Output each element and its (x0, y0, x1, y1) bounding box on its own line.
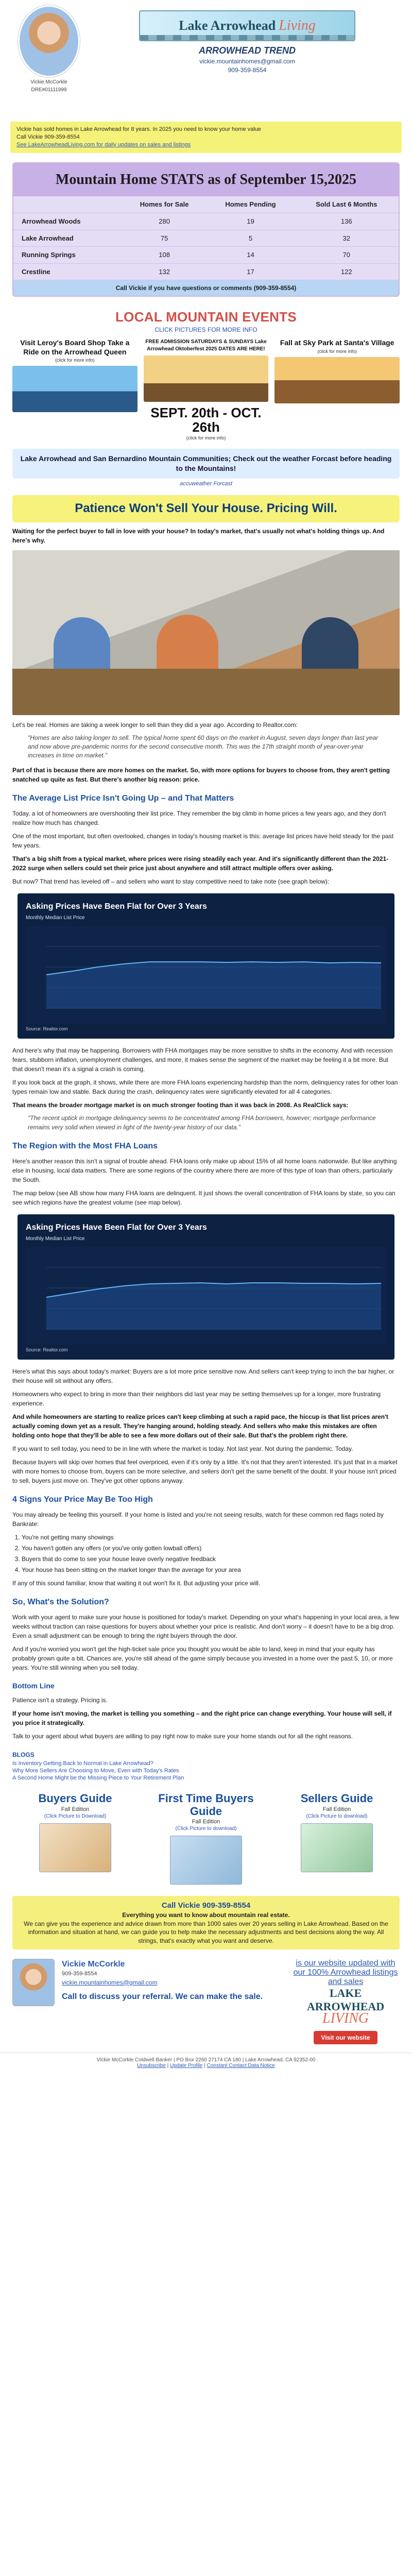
event-title: Visit Leroy's Board Shop Take a Ride on the Arrowhead Queen (20, 338, 130, 356)
red-flags-list (22, 1533, 400, 1574)
event-sub: (click for more info) (55, 358, 95, 363)
stats-for-sale: 75 (122, 230, 207, 247)
article-paragraph: Let's be real. Homes are taking a week longer to sell than they did a year ago. According to Realtor.com: (12, 721, 298, 728)
agent-dre: DRE#01111999 (31, 87, 67, 93)
guide-sub: Fall Edition (61, 1806, 90, 1812)
guide-click: (Click Picture to download) (175, 1825, 237, 1832)
guide-first-time[interactable] (143, 1792, 269, 1884)
guides-section (12, 1792, 400, 1884)
article-paragraph: If any of this sound familiar, know that waiting it out won't fix it. But adjusting your price will. (12, 1580, 261, 1587)
article (12, 527, 400, 1741)
event-sub: (click for more info) (186, 435, 226, 440)
article-heading: 4 Signs Your Price May Be Too High (12, 1495, 153, 1504)
guide-image[interactable] (170, 1836, 242, 1885)
table-row (13, 247, 399, 264)
event-image[interactable] (274, 357, 400, 403)
guide-click: (Click Picture to Download) (44, 1813, 107, 1819)
hero-table (12, 669, 400, 715)
guide-click: (Click Picture to download) (306, 1813, 368, 1819)
list-item: 2. You haven't gotten any offers (or you've only gotten lowball offers) (22, 1544, 400, 1553)
event-title: FREE ADMISSION SATURDAYS & SUNDAYS Lake Arrowhead Oktoberfest 2025 DATES ARE HERE! (145, 339, 267, 352)
weather-link[interactable]: accuweather Forcast (179, 480, 233, 487)
notice-line2: Call Vickie 909-359-8554 (16, 133, 80, 140)
agent-photo (18, 5, 80, 77)
blogs-section (12, 1751, 400, 1781)
header-phone[interactable]: 909-359-8554 (228, 66, 267, 74)
guide-title: Sellers Guide (300, 1792, 373, 1805)
logo-lake-text: Lake Arrowhead (179, 18, 276, 33)
article-paragraph: Work with your agent to make sure your house is positioned for today's market. Depending on your what's happening in your local area, a few weeks without traction can raise questions for buyers about whether your price is realistic. And don't worry – it doesn't have to be a big drop. Even a small adjustment can be enough to bring the right buyers through the door. (12, 1614, 399, 1640)
stats-area: Lake Arrowhead (13, 230, 122, 247)
article-paragraph: And here's why that may be happening. Borrowers with FHA mortgages may be more sensitive to shifts in the economy. And with recession fears, stubborn inflation, unemployment challenges, and more, it makes sense the segment of the market may be feeling it a bit more. But that doesn't mean it's a signal a crash is coming. (12, 1047, 393, 1073)
guide-buyers[interactable] (12, 1792, 138, 1884)
stats-pending: 19 (207, 213, 294, 230)
guide-sellers[interactable] (274, 1792, 400, 1884)
signoff-logo-lake: LAKE ARROWHEAD (306, 1987, 385, 2013)
blogs-list (12, 1760, 400, 1781)
blog-link[interactable]: A Second Home Might be the Missing Piece to Your Retirement Plan (12, 1775, 184, 1782)
events-subtitle: CLICK PICTURES FOR MORE INFO (154, 326, 258, 334)
stats-header: Homes Pending (207, 196, 294, 213)
event-card-sky-park[interactable] (274, 338, 400, 440)
chart-area-series (46, 962, 381, 1008)
stats-header (13, 196, 122, 213)
footer-call-box (12, 1896, 400, 1950)
chart-note: Source: Realtor.com (26, 1347, 68, 1352)
update-profile-link[interactable]: Update Profile (169, 2063, 203, 2069)
notice-line1: Vickie has sold homes in Lake Arrowhead for 8 years. In 2025 you need to know your home value (16, 126, 261, 132)
stats-cta[interactable]: Call Vickie if you have questions or comments (909-359-8554) (13, 280, 399, 296)
article-paragraph: One of the most important, but often overlooked, changes in today's housing market is this: average list prices have held steady for the past few years. (12, 832, 394, 849)
stats-sold: 136 (295, 213, 399, 230)
header-email-link[interactable]: vickie.mountainhomes@gmail.com (199, 58, 295, 65)
article-intro: Waiting for the perfect buyer to fall in love with your house? In today's market, that's usually not what's holding things up. And here's why. (12, 527, 385, 544)
article-paragraph: Today, a lot of homeowners are overshooting their list price. They remember the big climb in home prices a few years ago, and they don't realize how much has changed. (12, 809, 386, 826)
guide-image[interactable] (301, 1823, 373, 1872)
unsubscribe-link[interactable]: Unsubscribe (137, 2063, 166, 2069)
notice-site-link[interactable]: See LakeArrowheadLiving.com for daily updates on sales and listings (16, 141, 191, 148)
signoff-logo-living: LIVING (322, 2010, 369, 2027)
article-heading: The Average List Price Isn't Going Up – and That Matters (12, 793, 234, 803)
article-paragraph: And while homeowners are starting to realize prices can't keep climbing at such a rapid pace, the hiccup is that list prices aren't actually coming down yet as a result. They're hanging around, holding steady. And sellers who make this mistakes are often holding onto hope that they'll be able to see a few more dollars out of their sale. But that's the problem right there. (12, 1413, 388, 1439)
article-paragraph: And if you're worried you won't get the high-ticket sale price you thought you would be able to land, keep in mind that your equity has probably grown quite a bit. Chances are, you're still ahead of the game simply because you invested in a home over the past 5, 10, or more years. You're still winning when you sell today. (12, 1646, 393, 1672)
legal-footer (0, 2053, 412, 2073)
event-title: Fall at Sky Park at Santa's Village (280, 338, 394, 347)
event-date: SEPT. 20th - OCT. 26th (150, 405, 262, 435)
signoff-website-text[interactable]: is our website updated with our 100% Arrowhead listings and sales (293, 1959, 398, 1987)
signoff-photo (12, 1959, 55, 2006)
stats-sold: 70 (295, 247, 399, 264)
legal-address: Vickie McCorkle Coldwell Banker | PO Box 2260 27174 CA 180 | Lake Arrowhead, CA 92352-00 (96, 2057, 316, 2063)
article-paragraph: That means the broader mortgage market is on much stronger footing than it was back in 2008. As RealClick says: (12, 1101, 349, 1109)
stats-for-sale: 108 (122, 247, 207, 264)
article-paragraph: The map below (see AB show how many FHA loans are delinquent. It just shows the overall concentration of FHA loans by state, so you can see which regions have the greatest volume (see map below). (12, 1189, 396, 1206)
logo-wave (140, 35, 354, 40)
signoff-branding (291, 1959, 400, 2044)
list-item: 4. Your house has been sitting on the market longer than the average for your area (22, 1565, 400, 1574)
chart-graphic-2 (26, 1247, 386, 1345)
article-heading: Bottom Line (12, 1682, 55, 1690)
chart-note: Source: Realtor.com (26, 1026, 68, 1031)
signoff-cta: Call to discuss your referral. We can make the sale. (62, 1992, 263, 2001)
brand (88, 5, 402, 74)
article-paragraph: Patience isn't a strategy. Pricing is. (12, 1697, 108, 1704)
chart-card-1 (18, 893, 394, 1039)
article-paragraph: Here's another reason this isn't a signal of trouble ahead. FHA loans only make up about 15% of all home loans nationwide. But like anything else in housing, local data matters. There are some regions of the country where there are more of this type of loan than others, particularly the South. (12, 1157, 397, 1183)
notice-banner (10, 122, 402, 153)
agent-name: Vickie McCorkle (30, 79, 67, 85)
event-card-boardshop[interactable] (12, 338, 138, 440)
stats-section (12, 162, 400, 297)
article-heading: So, What's the Solution? (12, 1598, 109, 1607)
header (0, 0, 412, 118)
guide-image[interactable] (39, 1823, 111, 1872)
table-row (13, 213, 399, 230)
stats-header: Sold Last 6 Months (295, 196, 399, 213)
guide-title: Buyers Guide (38, 1792, 112, 1805)
stats-area: Crestline (13, 263, 122, 280)
article-quote: "Homes are also taking longer to sell. The typical home spent 60 days on the market in August, seven days longer than last year and now above pre-pandemic norms for the second consecutive month. This was the 17th straight month of year-over-year increases in time on market." (28, 734, 379, 759)
blog-link[interactable]: Is Inventory Getting Back to Normal in Lake Arrowhead? (12, 1760, 153, 1767)
stats-table (13, 196, 399, 281)
data-notice-link[interactable]: Constant Contact Data Notice (207, 2063, 275, 2069)
footer-line: We can give you the experience and advice drawn from more than 1000 sales over 20 years selling in Lake Arrowhead. Based on the information and situation at hand, we can guide you to help make the necessary adjustments and best decisions along the way. All strings, that's exactly what you want and deserve. (24, 1920, 388, 1945)
article-hero-image (12, 550, 400, 715)
chart-card-2 (18, 1214, 394, 1360)
article-quote: "The recent uptick in mortgage delinquency seems to be concentrated among FHA borrowers, however; mortgage performance remains very solid when viewed in light of the twenty-year history of our data." (28, 1114, 376, 1131)
events-grid (12, 338, 400, 440)
signoff-email[interactable]: vickie.mountainhomes@gmail.com (62, 1978, 158, 1986)
chart-subtitle: Monthly Median List Price (26, 1235, 85, 1242)
weather-banner: Lake Arrowhead and San Bernardino Mountain Communities; Check out the weather Forcast before heading to the Mountains! (12, 449, 400, 479)
chart-graphic-1 (26, 926, 386, 1024)
event-sub: (click for more info) (317, 348, 357, 354)
chart-subtitle: Monthly Median List Price (26, 914, 85, 921)
agent-card (10, 5, 88, 93)
list-item: 3. Buyers that do come to see your house leave overly negative feedback (22, 1554, 400, 1564)
stats-pending: 14 (207, 247, 294, 264)
event-image[interactable] (12, 366, 138, 412)
events-section (12, 309, 400, 486)
signoff-phone[interactable]: 909-359-8554 (62, 1971, 97, 1977)
stats-sold: 32 (295, 230, 399, 247)
chart-title: Asking Prices Have Been Flat for Over 3 Years (26, 1223, 207, 1232)
footer-bold-line: Everything you want to know about mountain real estate. (122, 1911, 290, 1919)
stats-header: Homes for Sale (122, 196, 207, 213)
article-paragraph: But now? That trend has leveled off – and sellers who want to stay competitive need to take note (see graph below): (12, 877, 330, 885)
stats-sold: 122 (295, 263, 399, 280)
table-row (13, 230, 399, 247)
stats-pending: 17 (207, 263, 294, 280)
stats-area: Running Springs (13, 247, 122, 264)
article-paragraph: That's a big shift from a typical market, where prices were rising steadily each year. And it's significantly different than the 2021-2022 surge when sellers could set their price just about anywhere and still attract multiple offers over asking. (12, 855, 389, 872)
footer-phone[interactable]: Call Vickie 909-359-8554 (161, 1901, 251, 1910)
stats-area: Arrowhead Woods (13, 213, 122, 230)
stats-title: Mountain Home STATS as of September 15,2025 (13, 163, 399, 196)
article-banner: Patience Won't Sell Your House. Pricing Will. (12, 495, 400, 522)
article-paragraph: Because buyers will skip over homes that feel overpriced, even if it's only by a little. It's not that they aren't interested. It's just that in a market with more homes to choose from, buyers can be more selective, and sellers don't get the same benefit of the doubt. If your house isn't priced to sell, buyers just move on. They've got other options anyway. (12, 1459, 398, 1485)
signoff-text (62, 1959, 284, 2003)
article-paragraph: Here's what this says about today's market: Buyers are a lot more price sensitive now. And sellers can't keep trying to inch the bar higher, or their house will sit without any offers. (12, 1368, 394, 1385)
article-paragraph: Homeowners who expect to bring in more than their neighbors did last year may be setting themselves up for a longer, more frustrating experience. (12, 1391, 381, 1408)
trend-title: ARROWHEAD TREND (199, 45, 296, 56)
article-heading: The Region with the Most FHA Loans (12, 1141, 158, 1150)
event-image[interactable] (144, 355, 269, 402)
event-card-oktoberfest[interactable] (144, 338, 269, 440)
logo-living-text: Living (279, 18, 316, 33)
guide-title: First Time Buyers Guide (158, 1792, 254, 1818)
guide-sub: Fall Edition (192, 1818, 220, 1825)
article-paragraph: Part of that is because there are more homes on the market. So, with more options for buyers to choose from, they aren't getting snatched up quite as fast. But there's another big reason: price. (12, 766, 390, 783)
list-item: 1. You're not getting many showings (22, 1533, 400, 1542)
article-paragraph: If you look back at the graph, it shows, while there are more FHA loans experiencing hardship than the norm, delinquency rates for other loan types remain low and stable. Back during the crash, delinquency rates were significantly elevated for all 4 categories. (12, 1079, 398, 1096)
table-row (13, 263, 399, 280)
guide-sub: Fall Edition (322, 1806, 351, 1812)
chart-title: Asking Prices Have Been Flat for Over 3 Years (26, 902, 207, 911)
signoff-name: Vickie McCorkle (62, 1960, 125, 1969)
article-paragraph: If you want to sell today, you need to be in line with where the market is today. Not last year. Not during the pandemic. Today. (12, 1445, 353, 1453)
stats-pending: 5 (207, 230, 294, 247)
stats-for-sale: 132 (122, 263, 207, 280)
signoff (12, 1959, 400, 2044)
article-paragraph: If your home isn't moving, the market is telling you something – and the right price can change everything. Your house will sell, if you price it strategically. (12, 1710, 392, 1727)
lake-arrowhead-living-logo[interactable] (139, 10, 355, 41)
blogs-title: BLOGS (12, 1751, 35, 1759)
stats-for-sale: 280 (122, 213, 207, 230)
events-title: LOCAL MOUNTAIN EVENTS (115, 309, 297, 325)
article-paragraph: Talk to your agent about what buyers are willing to pay right now to make sure your home stands out for all the right reasons. (12, 1733, 353, 1740)
chart-area-series (46, 1283, 381, 1329)
blog-link[interactable]: Why More Sellers Are Choosing to Move, Even with Today's Rates (12, 1768, 179, 1774)
visit-website-button[interactable]: Visit our website (314, 2031, 377, 2044)
article-paragraph: You may already be feeling this yourself. If your home is listed and you're not seeing results, watch for these common red flags noted by Bankrate: (12, 1511, 384, 1528)
legal-links: Unsubscribe | Update Profile | Constant Contact Data Notice (137, 2063, 275, 2069)
